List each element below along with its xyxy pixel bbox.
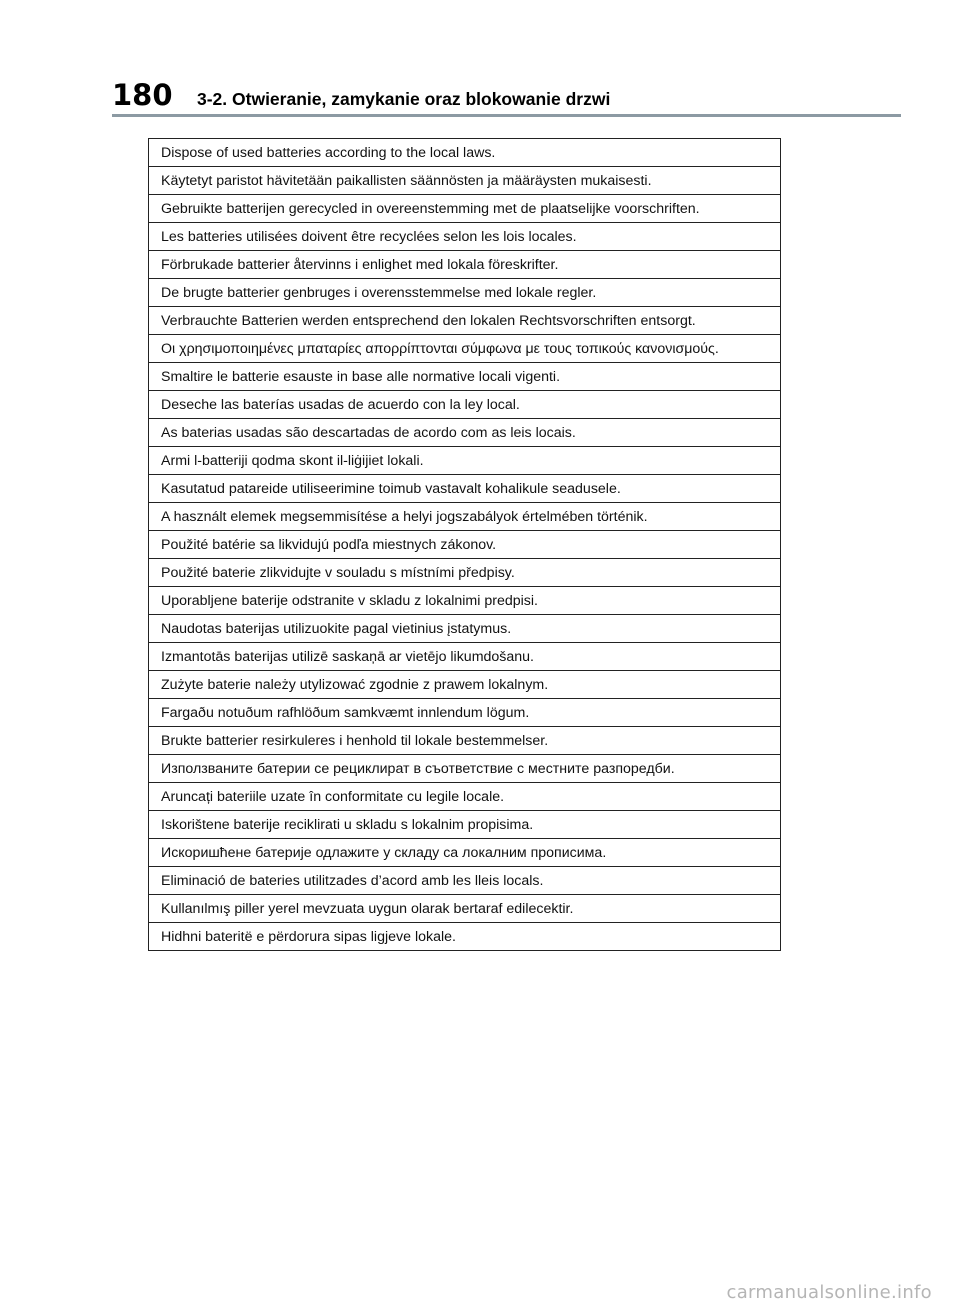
table-row	[149, 363, 781, 391]
disposal-notice-cell: Aruncați bateriile uzate în conformitate cu legile locale.	[149, 783, 781, 811]
disposal-notice-cell: Brukte batterier resirkuleres i henhold til lokale bestemmelser.	[149, 727, 781, 755]
table-row	[149, 419, 781, 447]
header-divider	[112, 114, 901, 117]
disposal-notice-cell: Hidhni bateritë e përdorura sipas ligjeve lokale.	[149, 923, 781, 951]
section-title: 3-2. Otwieranie, zamykanie oraz blokowanie drzwi	[197, 89, 611, 109]
table-row	[149, 839, 781, 867]
table-row	[149, 167, 781, 195]
table-row	[149, 755, 781, 783]
disposal-notice-cell: Eliminació de bateries utilitzades d’acord amb les lleis locals.	[149, 867, 781, 895]
disposal-notice-cell: De brugte batterier genbruges i overensstemmelse med lokale regler.	[149, 279, 781, 307]
battery-disposal-table	[148, 138, 781, 951]
disposal-notice-cell: Kullanılmış piller yerel mevzuata uygun olarak bertaraf edilecektir.	[149, 895, 781, 923]
disposal-notice-cell: As baterias usadas são descartadas de acordo com as leis locais.	[149, 419, 781, 447]
table-row	[149, 643, 781, 671]
table-row	[149, 335, 781, 363]
table-row	[149, 223, 781, 251]
disposal-notice-cell: Iskorištene baterije reciklirati u skladu s lokalnim propisima.	[149, 811, 781, 839]
table-row	[149, 195, 781, 223]
disposal-notice-cell: Deseche las baterías usadas de acuerdo con la ley local.	[149, 391, 781, 419]
disposal-notice-cell: Οι χρησιμοποιημένες μπαταρίες απορρίπτονται σύμφωνα με τους τοπικούς κανονισμούς.	[149, 335, 781, 363]
disposal-notice-cell: Käytetyt paristot hävitetään paikallisten säännösten ja määräysten mukaisesti.	[149, 167, 781, 195]
disposal-notice-cell: Fargaðu notuðum rafhlöðum samkvæmt innlendum lögum.	[149, 699, 781, 727]
page-number: 180	[112, 78, 173, 112]
table-row	[149, 783, 781, 811]
disposal-notice-cell: Zużyte baterie należy utylizować zgodnie z prawem lokalnym.	[149, 671, 781, 699]
table-row	[149, 671, 781, 699]
table-row	[149, 559, 781, 587]
disposal-notice-cell: Armi l-batteriji qodma skont il-liġijiet lokali.	[149, 447, 781, 475]
disposal-notice-cell: Dispose of used batteries according to the local laws.	[149, 139, 781, 167]
disposal-notice-cell: Izmantotās baterijas utilizē saskaņā ar vietējo likumdošanu.	[149, 643, 781, 671]
table-row	[149, 503, 781, 531]
disposal-notice-cell: A használt elemek megsemmisítése a helyi jogszabályok értelmében történik.	[149, 503, 781, 531]
table-row	[149, 391, 781, 419]
page-header	[112, 78, 610, 112]
disposal-notice-cell: Gebruikte batterijen gerecycled in overeenstemming met de plaatselijke voorschriften.	[149, 195, 781, 223]
table-row	[149, 615, 781, 643]
table-row	[149, 867, 781, 895]
disposal-notice-cell: Искоришћене батерије одлажите у складу са локалним прописима.	[149, 839, 781, 867]
table-row	[149, 587, 781, 615]
watermark: carmanualsonline.info	[726, 1282, 932, 1303]
disposal-notice-cell: Използваните батерии се рециклират в съответствие с местните разпоредби.	[149, 755, 781, 783]
disposal-notice-cell: Les batteries utilisées doivent être recyclées selon les lois locales.	[149, 223, 781, 251]
table-row	[149, 895, 781, 923]
table-row	[149, 727, 781, 755]
disposal-notice-cell: Uporabljene baterije odstranite v skladu z lokalnimi predpisi.	[149, 587, 781, 615]
table-row	[149, 475, 781, 503]
disposal-notice-cell: Smaltire le batterie esauste in base alle normative locali vigenti.	[149, 363, 781, 391]
table-row	[149, 307, 781, 335]
disposal-notice-cell: Förbrukade batterier återvinns i enlighet med lokala föreskrifter.	[149, 251, 781, 279]
table-row	[149, 531, 781, 559]
table-row	[149, 447, 781, 475]
table-row	[149, 251, 781, 279]
table-row	[149, 699, 781, 727]
disposal-notice-cell: Naudotas baterijas utilizuokite pagal vietinius įstatymus.	[149, 615, 781, 643]
table-row	[149, 811, 781, 839]
table-row	[149, 279, 781, 307]
disposal-notice-cell: Verbrauchte Batterien werden entsprechend den lokalen Rechtsvorschriften entsorgt.	[149, 307, 781, 335]
table-row	[149, 139, 781, 167]
disposal-notice-cell: Kasutatud patareide utiliseerimine toimub vastavalt kohalikule seadusele.	[149, 475, 781, 503]
table-row	[149, 923, 781, 951]
disposal-notice-cell: Použité batérie sa likvidujú podľa miestnych zákonov.	[149, 531, 781, 559]
disposal-notice-cell: Použité baterie zlikvidujte v souladu s místními předpisy.	[149, 559, 781, 587]
